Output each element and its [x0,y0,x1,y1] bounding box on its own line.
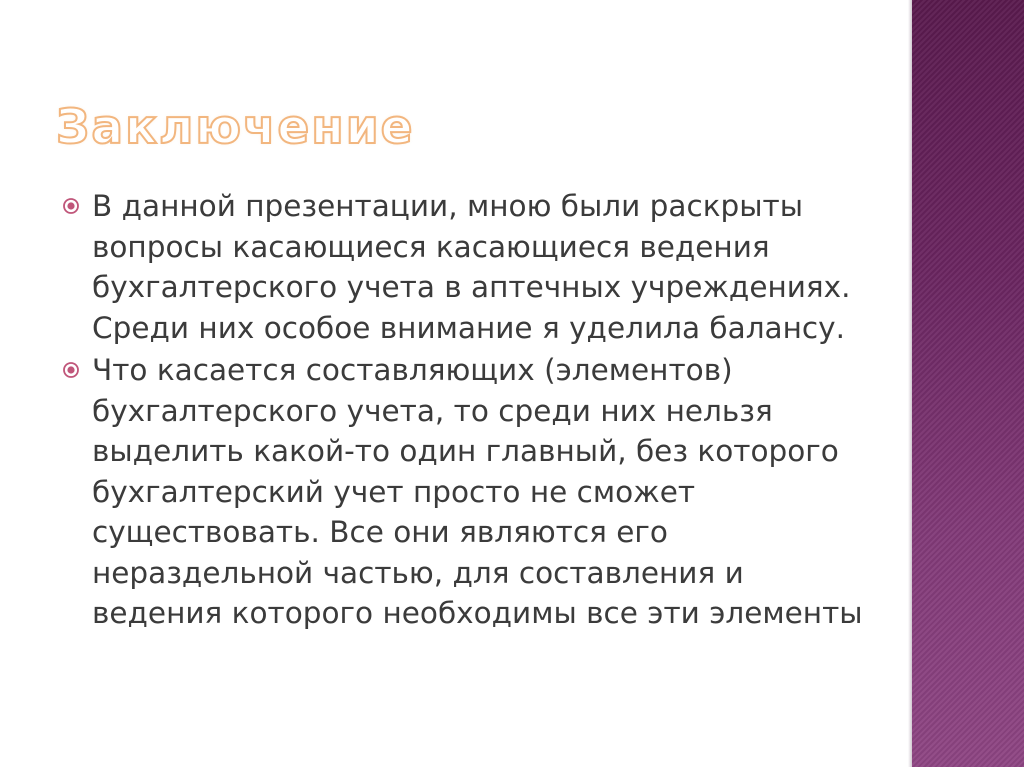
bullet-item-2 [60,350,870,634]
bullet-text-2: Что касается составляющих (элементов) бухгалтерского учета, то среди них нельзя выделить какой-то один главный, без которого бухгалтерский учет просто не сможет существовать. Все они являются его нераздельной частью, для составления и ведения которого необходимы все эти элементы [92,353,863,630]
bullet-item-1 [60,186,870,348]
circled-dot-icon [62,197,80,215]
slide-title: Заключение [56,100,415,155]
decorative-side-bar [912,0,1024,767]
bullet-text-1: В данной презентации, мною были раскрыты вопросы касающиеся касающиеся ведения бухгалтерского учета в аптечных учреждениях. Среди них особое внимание я уделила балансу. [92,189,851,345]
circled-dot-icon [62,361,80,379]
slide-body [60,186,870,636]
